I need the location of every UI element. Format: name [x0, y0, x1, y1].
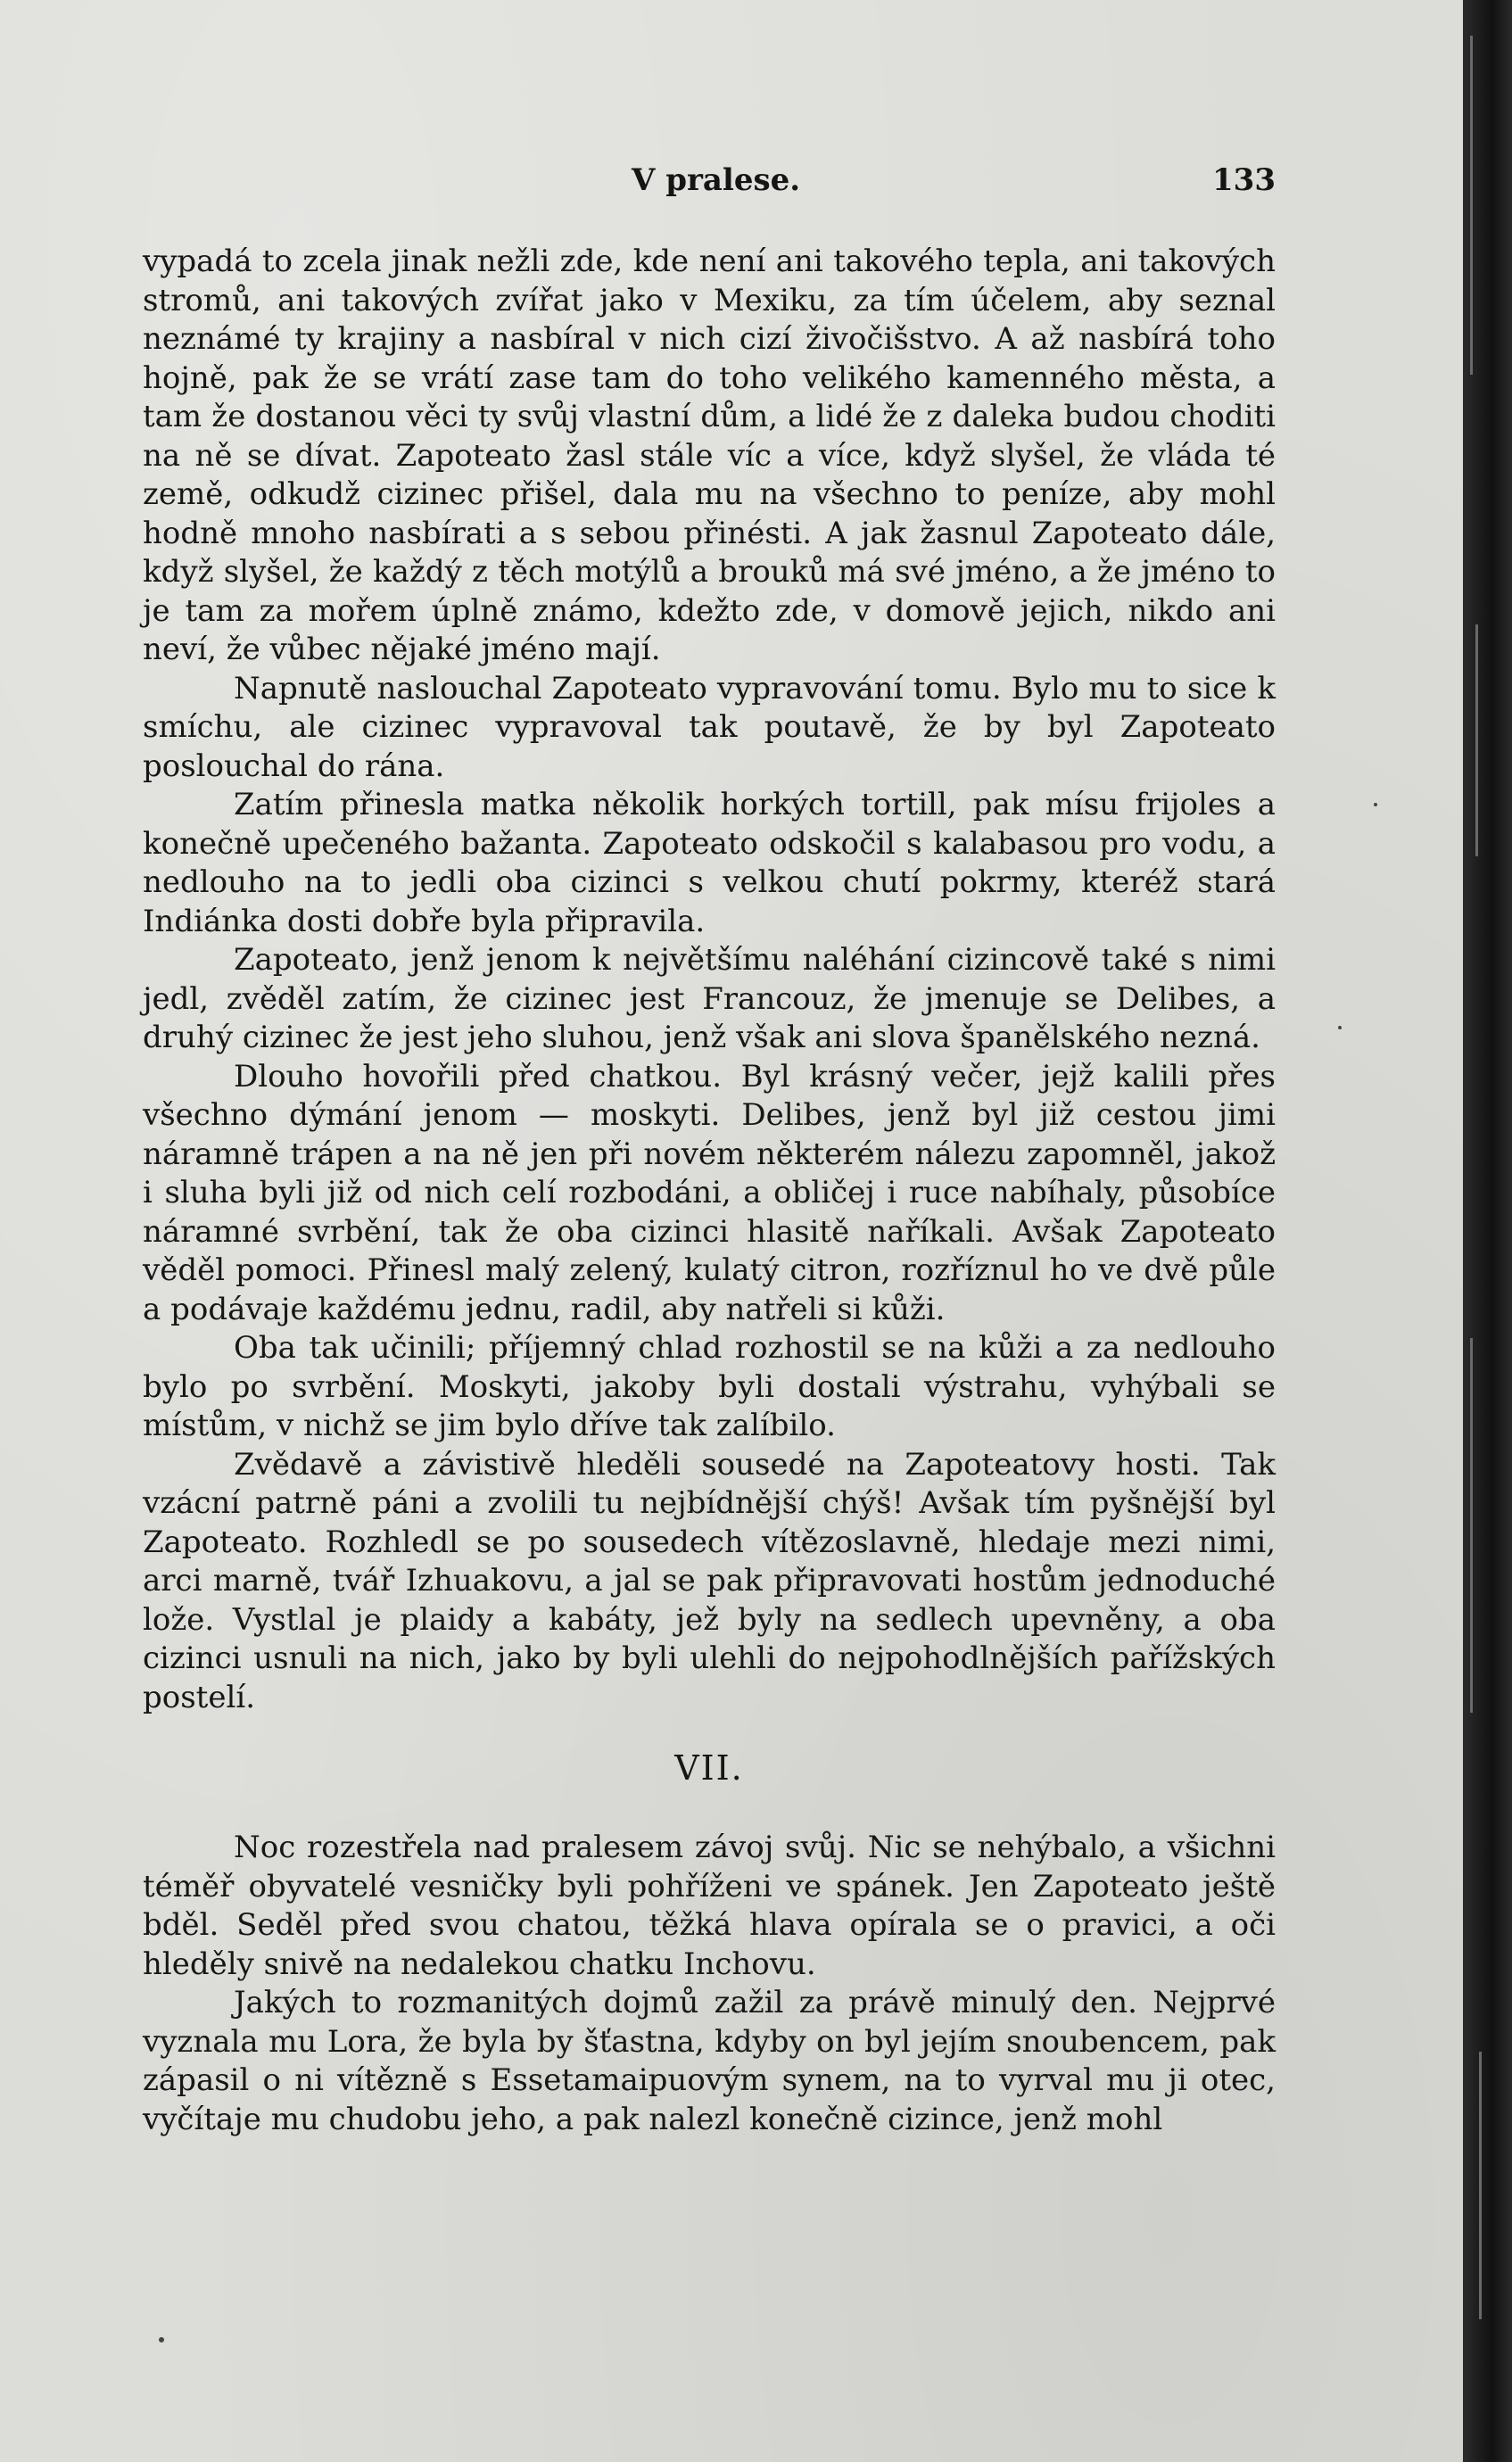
text-block-2: [143, 1829, 1276, 2139]
paragraph: Zapoteato, jenž jenom k největšímu naléhání cizincově také s nimi jedl, zvěděl zatím, že cizinec jest Francouz, že jmenuje se Delibes, a druhý cizinec že jest jeho sluhou, jenž však ani slova španělského nezná.: [143, 942, 1276, 1055]
print-speck: [1374, 803, 1377, 806]
paragraph: Napnutě naslouchal Zapoteato vypravování tomu. Bylo mu to sice k smíchu, ale cizinec vypravoval tak poutavě, že by byl Zapoteato poslouchal do rána.: [143, 670, 1276, 784]
paragraph: Oba tak učinili; příjemný chlad rozhostil se na kůži a za nedlouho bylo po svrbění. Moskyti, jakoby byli dostali výstrahu, vyhýbali se místům, v nichž se jim bylo dříve tak zalíbilo.: [143, 1330, 1276, 1443]
paragraph: Zvědavě a závistivě hleděli sousedé na Zapoteatovy hosti. Tak vzácní patrně páni a zvolili tu nejbídnější chýš! Avšak tím pyšnější byl Zapoteato. Rozhledl se po sousedech vítězoslavně, hledaje mezi nimi, arci marně, tvář Izhuakovu, a jal se pak připravovati hostům jednoduché lože. Vystlal je plaidy a kabáty, jež byly na sedlech upevněny, a oba cizinci usnuli na nich, jako by byli ulehli do nejpohodlnějších pařížských postelí.: [143, 1446, 1276, 1715]
paragraph: Dlouho hovořili před chatkou. Byl krásný večer, jejž kalili přes všechno dýmání jenom — moskyti. Delibes, jenž byl již cestou jimi náramně trápen a na ně jen při novém některém nálezu zapomněl, jakož i sluha byli již od nich celí rozbodáni, a obličej i ruce nabíhaly, působíce náramné svrbění, tak že oba cizinci hlasitě naříkali. Avšak Zapoteato věděl pomoci. Přinesl malý zelený, kulatý citron, rozříznul ho ve dvě půle a podávaje každému jednu, radil, aby natřeli si kůži.: [143, 1058, 1276, 1327]
page-edge-shadow: [1463, 0, 1512, 2462]
page-number: 133: [1212, 162, 1276, 198]
running-head: [143, 162, 1276, 202]
paragraph: Zatím přinesla matka několik horkých tortill, pak mísu frijoles a konečně upečeného bažanta. Zapoteato odskočil s kalabasou pro vodu, a nedlouho na to jedli oba cizinci s velkou chutí pokrmy, kteréž stará Indiánka dosti dobře byla připravila.: [143, 787, 1276, 939]
paragraph: Noc rozestřela nad pralesem závoj svůj. Nic se nehýbalo, a všichni téměř obyvatelé vesničky byli pohříženi ve spánek. Jen Zapoteato ještě bděl. Seděl před svou chatou, těžká hlava opírala se o pravici, a oči hleděly snivě na nedalekou chatku Inchovu.: [143, 1830, 1276, 1982]
paragraph: vypadá to zcela jinak nežli zde, kde není ani takového tepla, ani takových stromů, ani takových zvířat jako v Mexiku, za tím účelem, aby seznal neznámé ty krajiny a nasbíral v nich cizí živočišstvo. A až nasbírá toho hojně, pak že se vrátí zase tam do toho velikého kamenného města, a tam že dostanou věci ty svůj vlastní dům, a lidé že z daleka budou choditi na ně se dívat. Zapoteato žasl stále víc a více, když slyšel, že vláda té země, odkudž cizinec přišel, dala mu na všechno to peníze, aby mohl hodně mnoho nasbírati a s sebou přinésti. A jak žasnul Zapoteato dále, když slyšel, že každý z těch motýlů a brouků má své jméno, a že jméno to je tam za mořem úplně známo, kdežto zde, v domově jejich, nikdo ani neví, že vůbec nějaké jméno mají.: [143, 244, 1276, 667]
paragraph: Jakých to rozmanitých dojmů zažil za právě minulý den. Nejprvé vyznala mu Lora, že byla by šťastna, kdyby on byl jejím snoubencem, pak zápasil o ni vítězně s Essetamaipuovým synem, na to vyrval mu ji otec, vyčítaje mu chudobu jeho, a pak nalezl konečně cizince, jenž mohl: [143, 1985, 1276, 2137]
text-block-1: [143, 243, 1276, 1717]
print-speck: [1338, 1026, 1342, 1029]
print-speck: [159, 2337, 164, 2342]
chapter-heading: VII.: [674, 1748, 744, 1788]
running-head-title: V pralese.: [632, 162, 801, 198]
